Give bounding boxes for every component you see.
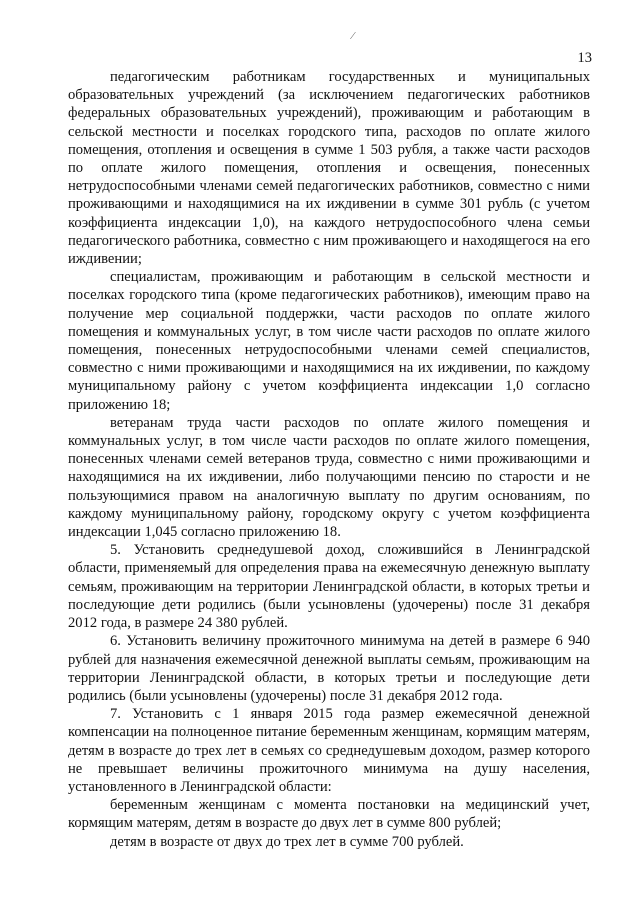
page-number: 13 xyxy=(577,50,592,66)
paragraph-pregnant-nursing: беременным женщинам с момента постановки на медицинский учет, кормящим матерям, детям в возрасте до двух лет в сумме 800 рублей; xyxy=(68,797,590,832)
paragraph-item-6: 6. Установить величину прожиточного минимума на детей в размере 6 940 рублей для назначения ежемесячной денежной выплаты семьям, проживающим на территории Ленинградской области, в которых третьи и последующие дети родились (были усыновлены (удочерены) после 31 декабря 2012 года. xyxy=(68,633,590,704)
document-body xyxy=(68,68,590,851)
paragraph-item-5: 5. Установить среднедушевой доход, сложившийся в Ленинградской области, применяемый для определения права на ежемесячную денежную выплату семьям, проживающим на территории Ленинградской области, в которых третьи и последующие дети родились (были усыновлены (удочерены) после 31 декабря 2012 года, в размере 24 380 рублей. xyxy=(68,542,590,632)
paragraph-children-2-3: детям в возрасте от двух до трех лет в сумме 700 рублей. xyxy=(110,833,464,850)
scan-mark: ⁄ xyxy=(352,30,354,42)
paragraph-item-7: 7. Установить с 1 января 2015 года размер ежемесячной денежной компенсации на полноценное питание беременным женщинам, кормящим матерям, детям в возрасте до трех лет в семьях со среднедушевым доходом, размер которого не превышает величины прожиточного минимума на душу населения, установленного в Ленинградской области: xyxy=(68,706,590,795)
paragraph-specialists: специалистам, проживающим и работающим в сельской местности и поселках городского типа (кроме педагогических работников), имеющим право на получение мер социальной поддержки, части расходов по оплате жилого помещения и коммунальных услуг, в том числе части расходов по оплате жилого помещения, понесенных нетрудоспособными членами семей специалистов, совместно с ними проживающими и находящимися на их иждивении, по каждому муниципальному району с учетом коэффициента индексации 1,0 согласно приложению 18; xyxy=(68,269,590,413)
paragraph-teachers: педагогическим работникам государственных и муниципальных образовательных учреждений (за исключением педагогических работников федеральных образовательных учреждений), проживающим и работающим в сельской местности и поселках городского типа, расходов по оплате жилого помещения, отопления и освещения в сумме 1 503 рубля, а также части расходов по оплате жилого помещения, отопления и освещения, понесенных нетрудоспособными членами семей педагогических работников, совместно с ними проживающими и находящимися на их иждивении в сумме 301 рубль (с учетом коэффициента индексации 1,0), на каждого нетрудоспособного члена семьи педагогического работника, совместно с ним проживающего и находящегося на его иждивении; xyxy=(68,69,590,268)
paragraph-labor-veterans: ветеранам труда части расходов по оплате жилого помещения и коммунальных услуг, в том числе части расходов по оплате жилого помещения, понесенных членами семей ветеранов труда, совместно с ними проживающими и находящимися на их иждивении, либо получающими пенсию по старости и не пользующимися правом на аналогичную выплату по другим основаниям, по каждому муниципальному району, городскому округу с учетом коэффициента индексации 1,045 согласно приложению 18. xyxy=(68,414,590,541)
